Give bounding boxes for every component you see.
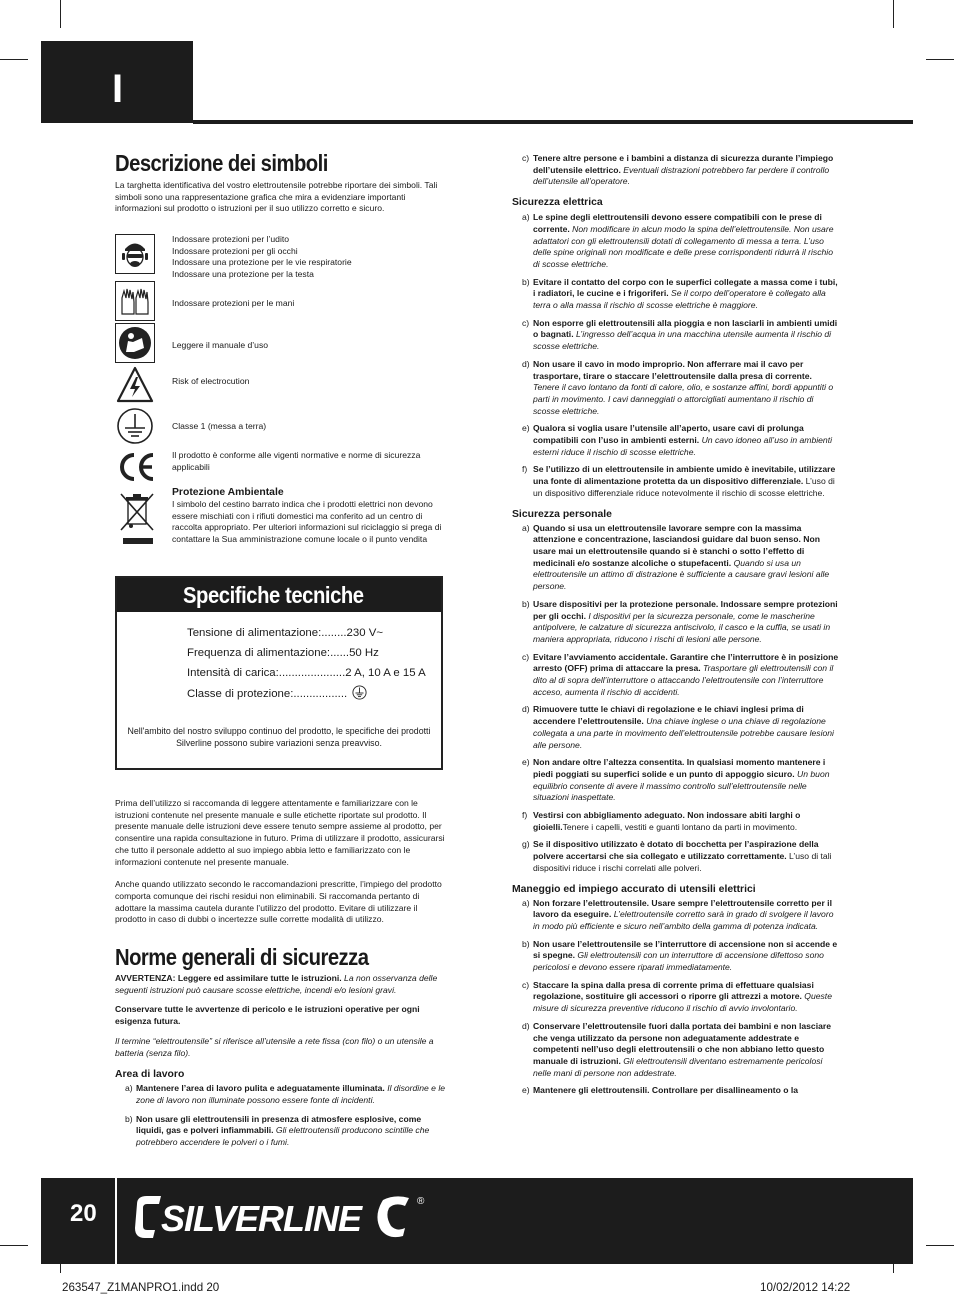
- symbols-title: Descrizione dei simboli: [115, 150, 328, 176]
- crop-mark: [0, 1245, 28, 1246]
- crop-mark: [0, 59, 28, 60]
- list-item: b) Non usare gli elettroutensili in presenza di atmosfere esplosive, come liquidi, gas e polveri infiammabili. Gli elettroutensili producono scintille che potrebbero accendere le polveri o i fumi.: [125, 1113, 430, 1148]
- warning-bold: AVVERTENZA: Leggere ed assimilare tutte le istruzioni.: [115, 973, 342, 983]
- environment-text: [172, 486, 450, 546]
- area-list: [115, 1083, 445, 1149]
- ppe-icon: [115, 234, 155, 274]
- language-letter: I: [112, 67, 124, 111]
- safety-keep: Conservare tutte le avvertenze di pericolo e le istruzioni operative per ogni esigenza futura.: [115, 1004, 420, 1027]
- list-item: b) Non usare l’elettroutensile se l’interruttore di accensione non si accende e si spegne. Gli elettroutensili con un interruttore di accensione difettoso sono pericolosi e devono essere riparati immediatamente.: [522, 938, 838, 973]
- safety-warning: [115, 973, 445, 996]
- list-item: c) Non esporre gli elettroutensili alla pioggia e non lasciarli in ambienti umidi o bagnati. L’ingresso dell’acqua in una macchina utensile aumenta il rischio di scosse elettriche.: [522, 317, 838, 352]
- ppe-line: Indossare protezioni per gli occhi: [172, 245, 298, 256]
- print-date-info: 10/02/2012 14:22: [760, 1281, 851, 1294]
- symbol-row-ce: [115, 447, 455, 487]
- list-item: g) Se il dispositivo utilizzato è dotato di bocchetta per l’aspirazione della polvere accertarsi che sia collegato e utilizzato correttamente. L’uso di tali dispositivi riduce i rischi correlati alle polveri.: [522, 839, 832, 873]
- earth-ground-icon: [115, 406, 155, 451]
- page-number: 20: [70, 1200, 97, 1227]
- spec-frequency: Frequenza di alimentazione:......50 Hz: [187, 647, 379, 659]
- silverline-logo: [133, 1192, 433, 1247]
- shock-text: Risk of electrocution: [172, 376, 250, 386]
- registered-mark: ®: [417, 1196, 425, 1207]
- symbols-intro: La targhetta identificativa del vostro elettroutensile potrebbe riportare dei simboli. Tali simboli sono una rappresentazione grafica che mira a evidenziare importanti informazioni sul prodotto o istruzioni per il suo utilizzo corretto e sicuro.: [115, 180, 438, 214]
- list-item: a) Quando si usa un elettroutensile lavorare sempre con la massima attenzione e concentrazione, lasciandosi guidare dal buon senso. Non usare mai un elettroutensile quando si è stanchi o sotto l’effetto di medicinali e/o sostanze alcoliche o stupefacenti. Quando si usa un elettroutensile un attimo di distrazione è sufficiente a causare gravi lesioni alle persone.: [522, 522, 830, 592]
- safety-continued: [512, 153, 840, 1097]
- list-item: c) Evitare l’avviamento accidentale. Garantire che l’interruttore è in posizione arresto (OFF) prima di attaccare la presa. Trasportare gli elettroutensili con il dito al di sopra dell’interruttore o attaccando l’elettroutensile con l’interruttore acceso, aumenta il rischio di accidenti.: [522, 651, 839, 697]
- crop-mark: [60, 0, 61, 28]
- safety-term: Il termine “elettroutensile” si riferisce all’utensile a rete fissa (con filo) o un utensile a batteria (senza filo).: [115, 1035, 434, 1058]
- list-item: a) Le spine degli elettroutensili devono essere compatibili con le prese di corrente. Non modificare in alcun modo la spina dell’elettroutensile. Non usare adattatori con gli elettroutensili dotati di collegamento di messa a terra. L’uso delle spine originali non modificate e delle prese corrispondenti ridurrà il rischio di scosse elettriche.: [522, 212, 834, 269]
- ppe-text: [172, 234, 352, 281]
- technical-specs-box: [115, 576, 443, 770]
- warning-italic: La non osservanza delle seguenti istruzioni può causare scosse elettriche, incendi e/o lesioni gravi.: [115, 973, 438, 995]
- list-item: f) Se l’utilizzo di un elettroutensile in ambiente umido è inevitabile, utilizzare una fonte di alimentazione protetta da un dispositivo differenziale. L’uso di un dispositivo differenziale riduce notevolmente il rischio di scosse elettriche.: [522, 464, 836, 498]
- preamble: [115, 798, 445, 926]
- list-item: b) Usare dispositivi per la protezione personale. Indossare sempre protezioni per gli occhi. I dispositivi per la sicurezza personale, come le mascherine antipolvere, le calzature di sicurezza antiscivolo, il casco e la cuffia, se usati in maniera appropriata, riducono i rischi di lesioni alle persone.: [522, 598, 838, 644]
- ce-mark-icon: [115, 449, 157, 490]
- area-title: Area di lavoro: [115, 1069, 185, 1081]
- symbol-row-shock: [115, 365, 455, 405]
- list-item: a) Mantenere l’area di lavoro pulita e adeguatamente illuminata. Il disordine e le zone di lavoro non illuminate possono essere fonte di incidenti.: [125, 1083, 446, 1105]
- electrical-title: Sicurezza elettrica: [512, 197, 603, 209]
- crop-mark: [926, 59, 954, 60]
- header-rule: [193, 120, 913, 124]
- symbol-row-ppe: [115, 234, 455, 280]
- spec-protection-label: Classe di protezione:.................: [187, 688, 348, 700]
- gloves-icon: [115, 281, 155, 321]
- class1-text: Classe 1 (messa a terra): [172, 421, 267, 431]
- specs-title: Specifiche tecniche: [183, 582, 364, 608]
- ppe-line: Indossare una protezione per le vie respiratorie: [172, 257, 352, 268]
- symbols-section: [115, 150, 445, 215]
- preamble-p2: Anche quando utilizzato secondo le raccomandazioni prescritte, l’impiego del prodotto comporta comunque dei rischi residui non eliminabili. Si raccomanda pertanto di adottare la massima cautela durante l’utilizzo del prodotto. Evitare di utilizzare il prodotto in caso di dubbi o incertezze sulle corrette modalità di utilizzo.: [115, 879, 442, 925]
- list-item: e) Mantenere gli elettroutensili. Controllare per disallineamento o la: [522, 1085, 799, 1096]
- ppe-line: Indossare una protezione per la testa: [172, 269, 314, 280]
- list-item: b) Evitare il contatto del corpo con le superfici collegate a massa come i tubi, i radiatori, le cucine e i frigoriferi. Se il corpo dell’operatore è collegato alla terra o alla massa il rischio di scosse elettriche è maggiore.: [522, 276, 838, 311]
- wheelie-bin-crossed-icon: [117, 492, 157, 551]
- crop-mark: [893, 0, 894, 28]
- safety-section: [115, 944, 445, 1149]
- list-item: e) Non andare oltre l’altezza consentita. In qualsiasi momento mantenere i piedi poggiati su superfici solide e un punto di appoggio sicuro. Un buon equilibrio consente di avere il massimo controllo sull’elettroutensile nelle situazioni inaspettate.: [522, 757, 830, 803]
- brand-wordmark: SILVERLINE: [161, 1198, 362, 1239]
- preamble-p1: Prima dell’utilizzo si raccomanda di leggere attentamente e familiarizzare con le istruzioni contenute nel presente manuale e sulle etichette riportate sul prodotto. Il presente manuale delle istruzioni deve essere tenuto sempre assieme al prodotto, per consentire una rapida consultazione in futuro. Prima di utilizzare il prodotto, assicurarsi che tutto il personale addetto al suo impiego abbia letto e familiarizzato con le informazioni contenute nel presente manuale.: [115, 798, 445, 867]
- environment-title: Protezione Ambientale: [172, 487, 284, 498]
- spec-note: Nell'ambito del nostro sviluppo continuo del prodotto, le specifiche dei prodotti Silverline possono subire variazioni senza preavviso.: [127, 726, 431, 748]
- list-item: a) Non forzare l’elettroutensile. Usare sempre l’elettroutensile corretto per il lavoro da eseguire. L’elettroutensile corretto sarà in grado di svolgere il lavoro in modo più efficiente e sicuro nell’ambito della gamma di potenza indicata.: [522, 897, 834, 931]
- list-item: f) Vestirsi con abbigliamento adeguato. Non indossare abiti larghi o gioielli.Tenere i capelli, vestiti e guanti lontano da parti in movimento.: [522, 810, 801, 832]
- class1-ground-icon: [352, 685, 367, 700]
- safety-title: Norme generali di sicurezza: [115, 944, 369, 970]
- spec-voltage: Tensione di alimentazione:........230 V~: [187, 627, 383, 639]
- manual-text: Leggere il manuale d’uso: [172, 340, 269, 350]
- symbol-row-environment: [115, 488, 455, 563]
- specs-header: [117, 578, 441, 612]
- list-item: d) Rimuovere tutte le chiavi di regolazione e le chiavi inglesi prima di accendere l’elettroutensile. Una chiave inglese o una chiave di regolazione collegata a una parte in movimento dell’elettroutensile potrebbe causare lesioni alle persone.: [522, 704, 834, 750]
- print-file-info: 263547_Z1MANPRO1.indd 20: [62, 1281, 220, 1294]
- handling-title: Maneggio ed impiego accurato di utensili elettrici: [512, 883, 756, 895]
- gloves-text: Indossare protezioni per le mani: [172, 298, 295, 308]
- symbol-row-manual: [115, 323, 455, 363]
- list-item: d) Non usare il cavo in modo improprio. Non afferrare mai il cavo per trasportare, tirare o staccare l’elettroutensile dalla presa di corrente. Tenere il cavo lontano da fonti di calore, olio, e sostanze affini, bordi appuntiti o parti in movimento. I cavi danneggiati o attorcigliati aumentano il rischio di scosse elettriche.: [522, 358, 834, 416]
- list-item: c) Staccare la spina dalla presa di corrente prima di effettuare qualsiasi regolazione, sostituire gli accessori o riporre gli attrezzi a motore. Queste misure di sicurezza preventive riducono il rischio di avvio involontario.: [522, 979, 832, 1014]
- list-item: d) Conservare l’elettroutensile fuori dalla portata dei bambini e non lasciare che venga utilizzato da persone non adeguatamente addestrate e competenti nell’uso degli elettroutensili o che non abbiano letto questo manuale di istruzioni. Gli elettroutensili diventano estremamente pericolosi nelle mani di persone non addestrate.: [522, 1020, 831, 1078]
- list-item: e) Qualora si voglia usare l’utensile all’aperto, usare cavi di prolunga compatibili con l’uso in ambienti esterni. Un cavo idoneo all’uso in ambienti esterni riduce il rischio di scosse elettriche.: [522, 423, 832, 457]
- footer-separator: [115, 1178, 117, 1264]
- environment-body: I simbolo del cestino barrato indica che i prodotti elettrici non devono essere mischiati con i rifiuti domestici ma conferito ad un centro di raccolta appropriato. Per ulteriori informazioni sul riciclaggio si prega di contattare la Sua amministrazione comune locale o il punto vendita: [172, 499, 442, 545]
- personal-title: Sicurezza personale: [512, 508, 612, 520]
- spec-protection: [187, 685, 367, 701]
- electric-shock-icon: [115, 365, 155, 410]
- list-item: c) Tenere altre persone e i bambini a distanza di sicurezza durante l’impiego dell’utensile elettrico. Eventuali distrazioni potrebbero far perdere il controllo dell’utensile all’operatore.: [522, 153, 834, 187]
- symbol-row-gloves: [115, 281, 455, 321]
- symbol-row-class1: [115, 406, 455, 446]
- crop-mark: [926, 1245, 954, 1246]
- ce-text: Il prodotto è conforme alle vigenti normative e norme di sicurezza applicabili: [172, 450, 421, 472]
- spec-load: Intensità di carica:.....................2 A, 10 A e 15 A: [187, 667, 426, 679]
- ppe-line: Indossare protezioni per l’udito: [172, 234, 290, 244]
- manual-icon: [115, 323, 155, 363]
